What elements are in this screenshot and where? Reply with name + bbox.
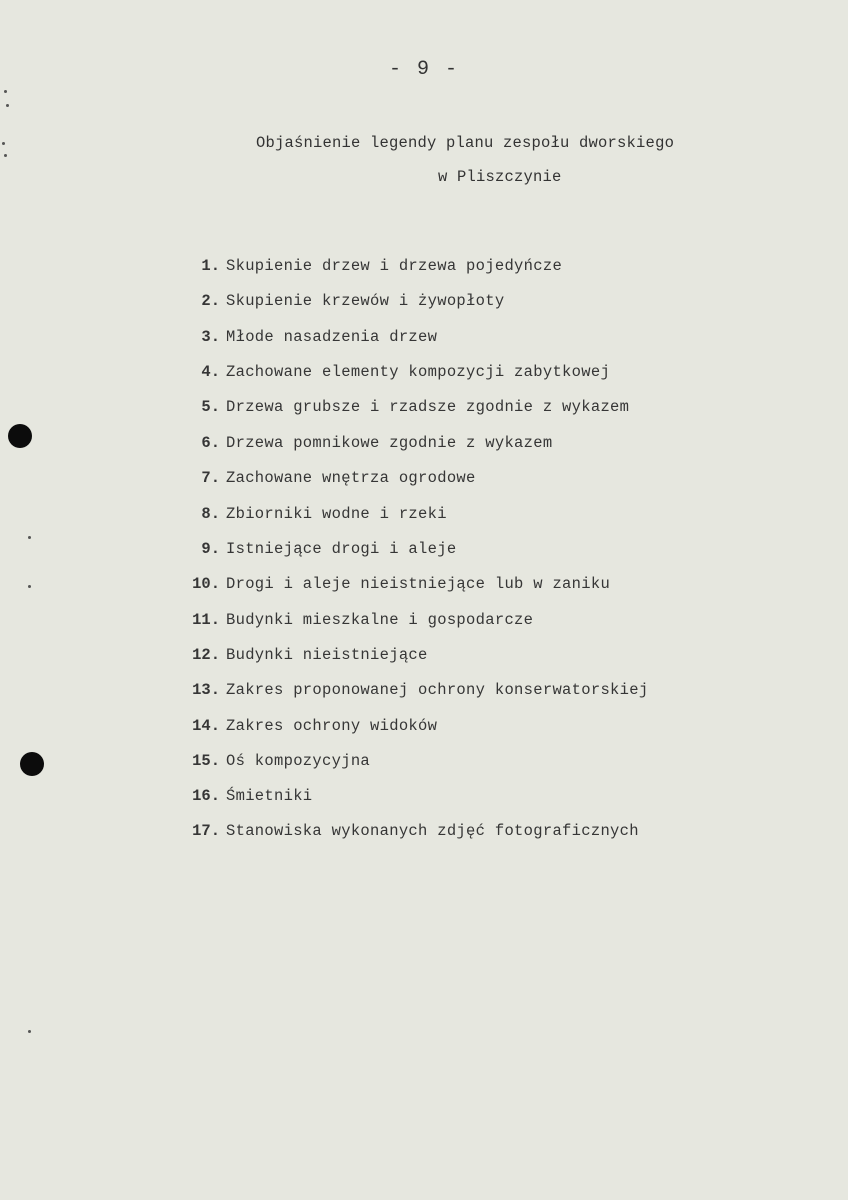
legend-number: 15. [192,752,220,770]
legend-number: 12. [192,646,220,664]
legend-number: 8. [201,505,220,523]
binder-hole [8,424,32,448]
legend-text: Zakres proponowanej ochrony konserwatorskiej [226,681,649,699]
legend-number: 11. [192,611,220,629]
legend-text: Drzewa grubsze i rzadsze zgodnie z wykazem [226,398,630,416]
legend-number: 16. [192,787,220,805]
legend-text: Istniejące drogi i aleje [226,540,457,558]
legend-number: 10. [192,575,220,593]
legend-text: Stanowiska wykonanych zdjęć fotograficznych [226,822,639,840]
legend-number: 17. [192,822,220,840]
legend-number: 9. [201,540,220,558]
legend-text: Skupienie krzewów i żywopłoty [226,292,505,310]
legend-text: Drzewa pomnikowe zgodnie z wykazem [226,434,553,452]
legend-text: Zachowane elementy kompozycji zabytkowej [226,363,611,381]
scan-speck [4,90,7,93]
legend-number: 13. [192,681,220,699]
legend-text: Zachowane wnętrza ogrodowe [226,469,476,487]
scan-speck [2,142,5,145]
scan-speck [28,1030,31,1033]
legend-number: 4. [201,363,220,381]
legend-text: Budynki mieszkalne i gospodarcze [226,611,534,629]
legend-number: 6. [201,434,220,452]
legend-text: Śmietniki [226,787,313,805]
legend-text: Skupienie drzew i drzewa pojedyńcze [226,257,563,275]
scan-speck [6,104,9,107]
legend-number: 14. [192,717,220,735]
document-subtitle: w Pliszczynie [438,168,562,186]
legend-number: 7. [201,469,220,487]
legend-text: Młode nasadzenia drzew [226,328,438,346]
page-number: - 9 - [388,58,459,81]
scan-speck [28,585,31,588]
binder-hole [20,752,44,776]
scan-speck [28,536,31,539]
legend-number: 5. [201,398,220,416]
legend-text: Oś kompozycyjna [226,752,371,770]
legend-number: 1. [201,257,220,275]
scan-speck [4,154,7,157]
document-title: Objaśnienie legendy planu zespołu dworskiego [256,134,675,152]
legend-text: Zakres ochrony widoków [226,717,438,735]
legend-number: 3. [201,328,220,346]
legend-text: Budynki nieistniejące [226,646,428,664]
legend-text: Drogi i aleje nieistniejące lub w zaniku [226,575,611,593]
legend-text: Zbiorniki wodne i rzeki [226,505,447,523]
legend-number: 2. [201,292,220,310]
